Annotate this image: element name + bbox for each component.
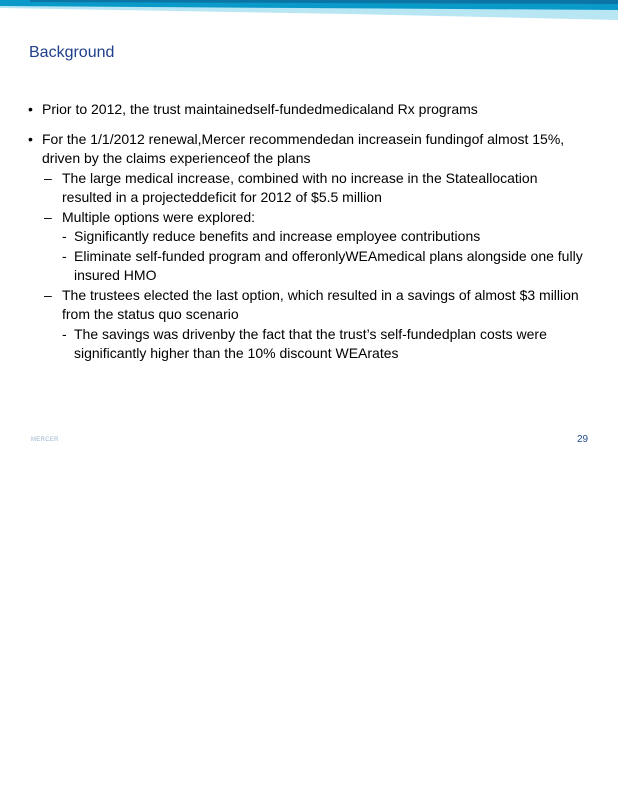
slide-body [28,100,588,364]
sub-bullet-marker: – [44,286,52,303]
sub-bullet-item [28,169,588,208]
sub-bullet-text: The large medical increase, combined with no increase in the Stateallocation resulted in a projecteddeficit for 2012 of $5.5 million [62,169,538,205]
sub-sub-bullet-item [28,247,588,286]
sub-bullet-item [28,208,588,228]
bullet-marker: • [28,130,33,147]
page-number: 29 [577,434,589,445]
sub-sub-bullet-item [28,227,588,247]
bullet-text: For the 1/1/2012 renewal,Mercer recommendedan increasein fundingof almost 15%, driven by the claims experienceof the plans [42,130,565,166]
sub-bullet-marker: – [44,169,52,186]
sub-bullet-text: Multiple options were explored: [62,208,255,225]
bullet-text: Prior to 2012, the trust maintainedself-fundedmedicaland Rx programs [42,101,478,117]
mercer-logo: MERCER [31,437,59,443]
sub-sub-bullet-text: The savings was drivenby the fact that the trust’s self-fundedplan costs were significantly higher than the 10% discount WEArates [74,325,547,361]
bullet-item [28,130,588,169]
sub-sub-bullet-item [28,325,588,364]
sub-bullet-marker: – [44,208,52,225]
sub-sub-bullet-text: Significantly reduce benefits and increase employee contributions [74,228,481,244]
bullet-marker: • [28,101,33,117]
sub-bullet-text: The trustees elected the last option, which resulted in a savings of almost $3 million from the status quo scenario [62,286,579,322]
sub-sub-bullet-marker: - [62,325,67,342]
sub-bullet-item [28,286,588,325]
slide-title: Background [29,44,115,61]
sub-sub-bullet-marker: - [62,228,67,244]
sub-sub-bullet-text: Eliminate self-funded program and offeronlyWEAmedical plans alongside one fully insured HMO [74,247,583,283]
sub-sub-bullet-marker: - [62,247,67,264]
header-color-band [0,0,618,26]
bullet-item [28,100,588,120]
